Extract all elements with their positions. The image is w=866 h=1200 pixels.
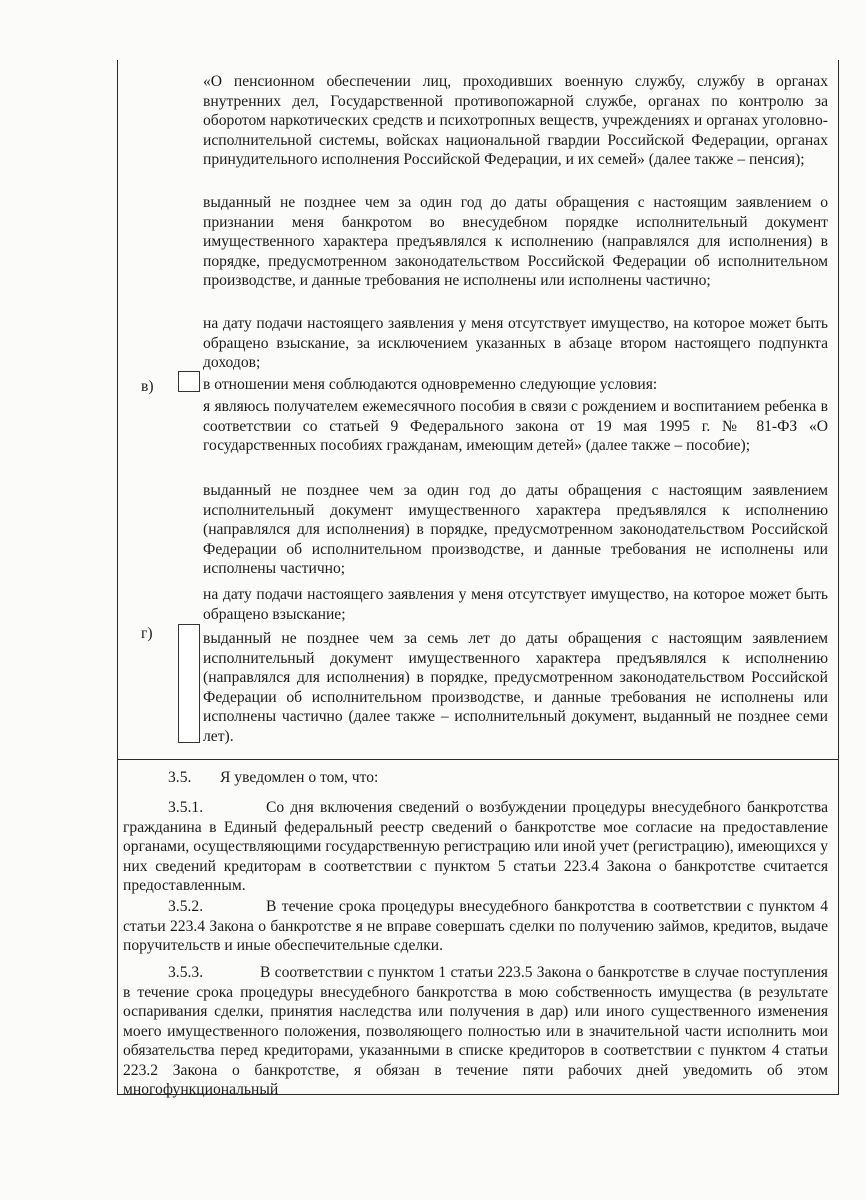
item-g-label: г): [141, 625, 153, 642]
item-v-enforcement-paragraph: выданный не позднее чем за один год до даты обращения с настоящим заявлением исполнительный документ имущественного характера предъявлялся к исполнению (направлялся для исполнения) в порядке, предусмотренном законодательством Российской Федерации об исполнительном производстве, и данные требования не исполнены или исполнены частично;: [203, 482, 828, 577]
item-v-checkbox[interactable]: [178, 371, 200, 392]
benefit-paragraph: я являюсь получателем ежемесячного пособия в связи с рождением и воспитанием ребенка в соответствии со статьей 9 Федерального закона от 19 мая 1995 г. № 81-ФЗ «О государственных пособиях гражданам, имеющим детей» (далее также – пособие);: [203, 398, 828, 454]
section-3-5-2: [123, 897, 828, 956]
enforcement-document-paragraph: выданный не позднее чем за один год до даты обращения с настоящим заявлением о признании меня банкротом во внесудебном порядке исполнительный документ имущественного характера предъявлялся к исполнению (направлялся для исполнения) в порядке, предусмотренном законодательством Российской Федерации об исполнительном производстве, и данные требования не исполнены или исполнены частично;: [203, 194, 828, 289]
section-3-5-1-text: Со дня включения сведений о возбуждении процедуры внесудебного банкротства гражданина в Единый федеральный реестр сведений о банкротстве мое согласие на предоставление органами, осуществляющими государственную регистрацию или иной учет (регистрацию), имеющихся у них сведений кредиторам в соответствии с пунктом 5 статьи 223.4 Закона о банкротстве считается предоставленным.: [123, 799, 828, 894]
section-3-5-1: [123, 798, 828, 896]
item-v-no-property-paragraph: на дату подачи настоящего заявления у меня отсутствует имущество, на которое может быть обращено взыскание;: [203, 586, 828, 623]
section-3-5-number: 3.5.: [168, 769, 192, 786]
item-g-checkbox[interactable]: [178, 624, 200, 743]
no-property-paragraph: на дату подачи настоящего заявления у меня отсутствует имущество, на которое может быть обращено взыскание, за исключением указанных в абзаце втором настоящего подпункта доходов;: [203, 315, 828, 371]
table-divider: [117, 759, 838, 760]
section-3-5-2-number: 3.5.2.: [168, 898, 204, 915]
item-v-label: в): [141, 378, 154, 395]
item-v-heading: в отношении меня соблюдаются одновременно следующие условия:: [203, 376, 658, 393]
section-3-5-2-text: В течение срока процедуры внесудебного банкротства в соответствии с пунктом 4 статьи 223.4 Закона о банкротстве я не вправе совершать сделки по получению займов, кредитов, выдаче поручительств и иные обеспечительные сделки.: [123, 898, 828, 954]
section-3-5-3-text: В соответствии с пунктом 1 статьи 223.5 Закона о банкротстве в случае поступления в течение срока процедуры внесудебного банкротства в мою собственность имущества (в результате оспаривания сделки, принятия наследства или получения в дар) или иного существенного изменения моего имущественного положения, позволяющего полностью или в значительной части исполнить мои обязательства перед кредиторами, указанными в списке кредиторов в соответствии с пунктом 4 статьи 223.2 Закона о банкротстве, я обязан в течение пяти рабочих дней уведомить об этом многофункциональный: [123, 964, 828, 1098]
section-3-5-3: [123, 963, 828, 1100]
section-3-5-3-number: 3.5.3.: [168, 964, 204, 981]
section-3-5: [123, 768, 828, 788]
section-3-5-1-number: 3.5.1.: [168, 799, 204, 816]
item-g-paragraph: выданный не позднее чем за семь лет до даты обращения с настоящим заявлением исполнительный документ имущественного характера предъявлялся к исполнению (направлялся для исполнения) в порядке, предусмотренном законодательством Российской Федерации об исполнительном производстве, и данные требования не исполнены или исполнены частично (далее также – исполнительный документ, выданный не позднее семи лет).: [203, 630, 828, 745]
pension-paragraph: «О пенсионном обеспечении лиц, проходивших военную службу, службу в органах внутренних дел, Государственной противопожарной службе, органах по контролю за оборотом наркотических средств и психотропных веществ, учреждениях и органах уголовно-исполнительной системы, войсках национальной гвардии Российской Федерации, органах принудительного исполнения Российской Федерации, и их семей» (далее также – пенсия);: [203, 73, 828, 168]
section-3-5-text: Я уведомлен о том, что:: [220, 769, 379, 786]
